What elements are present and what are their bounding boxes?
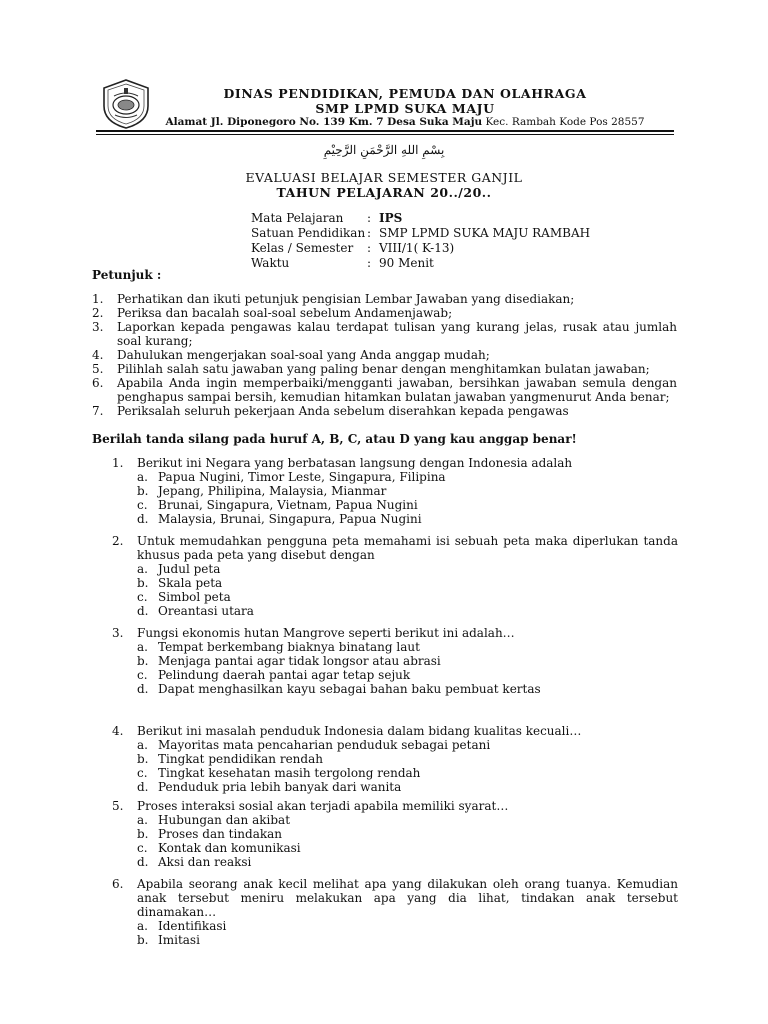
list-item: [92, 376, 677, 404]
list-item: [92, 404, 677, 418]
option-text: Hubungan dan akibat: [158, 813, 291, 827]
option-letter: b.: [137, 654, 149, 668]
option-letter: a.: [137, 813, 148, 827]
list-item: [92, 292, 677, 306]
question-number: 2.: [112, 534, 124, 548]
option-letter: a.: [137, 470, 148, 484]
list-item: [92, 348, 677, 362]
answer-option[interactable]: [112, 682, 678, 696]
basmalah: بِسْمِ اللهِ الرَّحْمَنِ الرَّحِيْمِ: [323, 143, 445, 157]
item-text: Apabila Anda ingin memperbaiki/mengganti jawaban, bersihkan jawaban semula dengan penghapus sampai bersih, kemudian hitamkan bulatan jawaban yangmenurut Anda benar;: [117, 376, 677, 404]
option-letter: a.: [137, 738, 148, 752]
option-text: Identifikasi: [158, 919, 227, 933]
option-letter: d.: [137, 780, 149, 794]
item-text: Periksalah seluruh pekerjaan Anda sebelum diserahkan kepada pengawas: [117, 404, 569, 418]
question-number: 5.: [112, 799, 124, 813]
answer-option[interactable]: [112, 766, 678, 780]
answer-option[interactable]: [112, 470, 678, 484]
info-colon: :: [367, 256, 372, 270]
option-letter: c.: [137, 668, 148, 682]
option-text: Imitasi: [158, 933, 200, 947]
info-key: Satuan Pendidikan: [251, 226, 366, 240]
info-value: SMP LPMD SUKA MAJU RAMBAH: [379, 226, 591, 240]
option-letter: b.: [137, 827, 149, 841]
option-letter: b.: [137, 484, 149, 498]
question-3: [112, 626, 678, 696]
option-text: Mayoritas mata pencaharian penduduk sebagai petani: [158, 738, 491, 752]
option-text: Brunai, Singapura, Vietnam, Papua Nugini: [158, 498, 418, 512]
answer-option[interactable]: [112, 562, 678, 576]
question-number: 4.: [112, 724, 124, 738]
info-colon: :: [367, 241, 372, 255]
item-number: 1.: [92, 292, 104, 306]
option-letter: d.: [137, 682, 149, 696]
option-letter: b.: [137, 752, 149, 766]
answer-option[interactable]: [112, 738, 678, 752]
school-address: [160, 116, 650, 128]
answer-option[interactable]: [112, 813, 678, 827]
question-5: [112, 799, 678, 869]
option-text: Judul peta: [158, 562, 221, 576]
option-text: Kontak dan komunikasi: [158, 841, 301, 855]
option-text: Jepang, Philipina, Malaysia, Mianmar: [158, 484, 387, 498]
option-text: Malaysia, Brunai, Singapura, Papua Nugini: [158, 512, 422, 526]
answer-option[interactable]: [112, 498, 678, 512]
option-text: Pelindung daerah pantai agar tetap sejuk: [158, 668, 411, 682]
option-text: Proses dan tindakan: [158, 827, 283, 841]
option-text: Menjaga pantai agar tidak longsor atau abrasi: [158, 654, 441, 668]
option-letter: a.: [137, 919, 148, 933]
option-letter: d.: [137, 855, 149, 869]
option-text: Aksi dan reaksi: [158, 855, 252, 869]
info-colon: :: [367, 211, 372, 225]
option-letter: c.: [137, 766, 148, 780]
info-colon: :: [367, 226, 372, 240]
info-row-time: [251, 256, 590, 271]
option-text: Simbol peta: [158, 590, 231, 604]
info-row-class: [251, 241, 590, 256]
option-letter: c.: [137, 590, 148, 604]
list-item: [92, 320, 677, 348]
option-text: Dapat menghasilkan kayu sebagai bahan baku pembuat kertas: [158, 682, 541, 696]
item-text: Perhatikan dan ikuti petunjuk pengisian Lembar Jawaban yang disediakan;: [117, 292, 575, 306]
question-2: [112, 534, 678, 618]
option-text: Tempat berkembang biaknya binatang laut: [158, 640, 420, 654]
question-text: Untuk memudahkan pengguna peta memahami isi sebuah peta maka diperlukan tanda khusus pada peta yang disebut dengan: [137, 534, 678, 562]
answer-option[interactable]: [112, 640, 678, 654]
option-letter: d.: [137, 604, 149, 618]
option-text: Penduduk pria lebih banyak dari wanita: [158, 780, 402, 794]
item-text: Laporkan kepada pengawas kalau terdapat tulisan yang kurang jelas, rusak atau jumlah soal kurang;: [117, 320, 677, 348]
item-number: 6.: [92, 376, 104, 390]
option-text: Tingkat kesehatan masih tergolong rendah: [158, 766, 421, 780]
item-number: 7.: [92, 404, 104, 418]
answer-option[interactable]: [112, 780, 678, 794]
option-text: Skala peta: [158, 576, 223, 590]
agency-name: DINAS PENDIDIKAN, PEMUDA DAN OLAHRAGA: [223, 86, 587, 101]
academic-year: TAHUN PELAJARAN 20../20..: [276, 185, 492, 200]
answer-option[interactable]: [112, 919, 678, 933]
header-rule-thick: [96, 130, 674, 132]
question-text: Proses interaksi sosial akan terjadi apabila memiliki syarat…: [137, 799, 509, 813]
answer-option[interactable]: [112, 512, 678, 526]
option-text: Tingkat pendidikan rendah: [158, 752, 323, 766]
instructions-heading: Petunjuk :: [92, 268, 162, 282]
answer-instruction: Berilah tanda silang pada huruf A, B, C, atau D yang kau anggap benar!: [92, 432, 577, 446]
question-text: Berikut ini Negara yang berbatasan langsung dengan Indonesia adalah: [137, 456, 573, 470]
instructions-list: [92, 292, 677, 418]
item-text: Dahulukan mengerjakan soal-soal yang Anda anggap mudah;: [117, 348, 490, 362]
item-number: 5.: [92, 362, 104, 376]
item-number: 4.: [92, 348, 104, 362]
question-number: 6.: [112, 877, 124, 891]
option-letter: d.: [137, 512, 149, 526]
answer-option[interactable]: [112, 841, 678, 855]
question-1: [112, 456, 678, 526]
answer-option[interactable]: [112, 604, 678, 618]
answer-option[interactable]: [112, 668, 678, 682]
question-text: Apabila seorang anak kecil melihat apa yang dilakukan oleh orang tuanya. Kemudian anak tersebut meniru melakukan apa yang dia lihat, tindakan anak tersebut dinamakan…: [137, 877, 678, 919]
item-text: Periksa dan bacalah soal-soal sebelum Andamenjawab;: [117, 306, 453, 320]
question-text: Fungsi ekonomis hutan Mangrove seperti berikut ini adalah…: [137, 626, 515, 640]
option-text: Oreantasi utara: [158, 604, 254, 618]
question-text: Berikut ini masalah penduduk Indonesia dalam bidang kualitas kecuali…: [137, 724, 582, 738]
info-value: IPS: [379, 211, 403, 225]
info-row-school: [251, 226, 590, 241]
info-key: Mata Pelajaran: [251, 211, 344, 225]
option-letter: b.: [137, 576, 149, 590]
item-number: 2.: [92, 306, 104, 320]
answer-option[interactable]: [112, 654, 678, 668]
address-street: Alamat Jl. Diponegoro No. 139 Km. 7 Desa Suka Maju: [165, 116, 483, 128]
answer-option[interactable]: [112, 933, 678, 947]
answer-option[interactable]: [112, 752, 678, 766]
item-text: Pilihlah salah satu jawaban yang paling benar dengan menghitamkan bulatan jawaban;: [117, 362, 650, 376]
item-number: 3.: [92, 320, 104, 334]
option-letter: b.: [137, 933, 149, 947]
option-letter: a.: [137, 640, 148, 654]
list-item: [92, 306, 677, 320]
answer-option[interactable]: [112, 590, 678, 604]
exam-info: [251, 211, 590, 271]
info-value: VIII/1( K-13): [379, 241, 455, 255]
info-value: 90 Menit: [379, 256, 434, 270]
answer-option[interactable]: [112, 855, 678, 869]
info-row-subject: [251, 211, 590, 226]
question-6: [112, 877, 678, 947]
option-letter: a.: [137, 562, 148, 576]
question-number: 1.: [112, 456, 124, 470]
option-letter: c.: [137, 498, 148, 512]
answer-option[interactable]: [112, 484, 678, 498]
info-key: Kelas / Semester: [251, 241, 354, 255]
info-key: Waktu: [251, 256, 290, 270]
answer-option[interactable]: [112, 576, 678, 590]
question-number: 3.: [112, 626, 124, 640]
header-rule-thin: [96, 134, 674, 135]
address-district: Kec. Rambah Kode Pos 28557: [482, 116, 645, 128]
answer-option[interactable]: [112, 827, 678, 841]
school-emblem-icon: [100, 78, 152, 130]
question-4: [112, 724, 678, 794]
option-text: Papua Nugini, Timor Leste, Singapura, Filipina: [158, 470, 446, 484]
list-item: [92, 362, 677, 376]
option-letter: c.: [137, 841, 148, 855]
school-name: SMP LPMD SUKA MAJU: [315, 101, 495, 116]
exam-title: EVALUASI BELAJAR SEMESTER GANJIL: [245, 170, 523, 185]
